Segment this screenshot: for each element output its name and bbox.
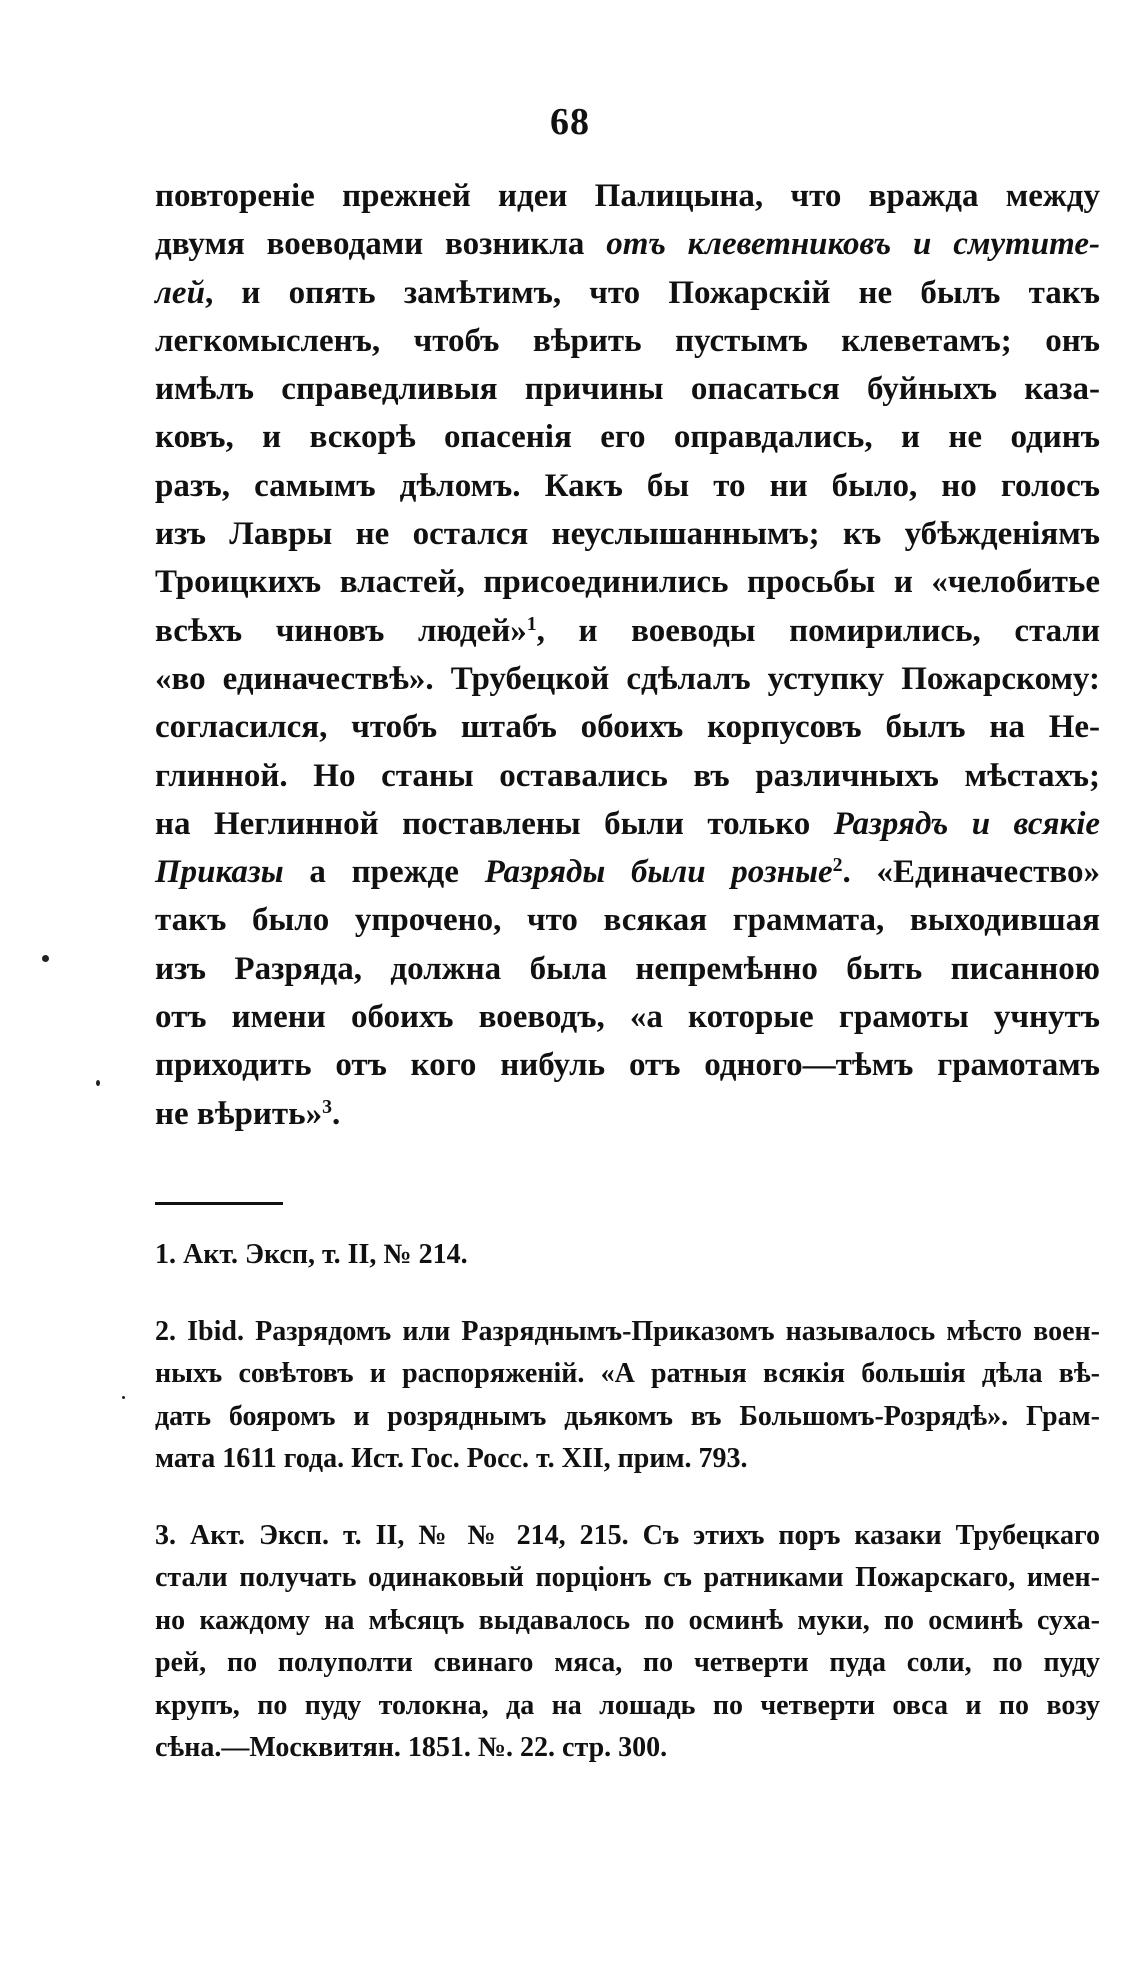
body-line: имѣлъ справедливыя причины опасаться буйныхъ каза- [155,371,1100,408]
footnote-line: 1. Акт. Эксп, т. II, № 214. [155,1239,468,1270]
footnote-line: рей, по полуполти свинаго мяса, по четверти пуда соли, по пуду [155,1647,1100,1678]
italic-phrase: отъ клеветниковъ и смутите- [606,226,1101,263]
footnote-2 [155,1311,1100,1481]
footnote-line: мата 1611 года. Ист. Гос. Росс. т. XII, прим. 793. [155,1443,748,1474]
footnote-divider [155,1202,283,1205]
body-text [155,172,1100,1138]
italic-phrase: Разряды были розные [484,854,833,891]
italic-phrase: лей [155,274,205,311]
italic-phrase: Разрядъ и всякiе [833,805,1101,842]
body-line: легкомысленъ, чтобъ вѣрить пустымъ клеветамъ; онъ [155,322,1100,359]
body-line: «во единачествѣ». Трубецкой сдѣлалъ уступку Пожарскому: [155,660,1100,697]
italic-phrase: Приказы [155,854,284,891]
body-line: двумя воеводами возникла отъ клеветниковъ и смутите- [155,226,1101,263]
footnote-3 [155,1515,1100,1770]
footnote-line: 3. Акт. Эксп. т. II, № № 214, 215. Съ этихъ поръ казаки Трубецкаго [155,1519,1100,1551]
footnote-ref-3[interactable]: 3 [322,1095,332,1118]
page-number: 68 [550,101,590,143]
body-line: лей, и опять замѣтимъ, что Пожарскiй не былъ такъ [155,274,1100,311]
footnote-1 [155,1234,1100,1277]
footnote-line: сѣна.—Москвитян. 1851. №. 22. стр. 300. [155,1732,668,1763]
footnote-line: ныхъ совѣтовъ и распоряженiй. «А ратныя всякiя большiя дѣла вѣ- [155,1358,1100,1389]
body-line: Приказы а прежде Разряды были розные$^2$. «Единачество» [155,854,1100,891]
body-line: такъ было упрочено, что всякая граммата, выходившая [155,902,1100,939]
footnotes [155,1234,1100,1770]
ink-speck [42,955,49,962]
body-line: повторенiе прежней идеи Палицына, что вражда между [155,178,1100,214]
footnote-line: но каждому на мѣсяцъ выдавалось по осминѣ муки, по осминѣ суха- [155,1604,1100,1636]
body-line: глинной. Но станы оставались въ различныхъ мѣстахъ; [155,757,1100,794]
body-line: ковъ, и вскорѣ опасенiя его оправдались, и не одинъ [155,419,1100,456]
body-line: изъ Лавры не остался неуслышаннымъ; къ убѣжденiямъ [155,516,1100,553]
footnote-ref-1[interactable]: 1 [526,612,537,635]
body-line: приходить отъ кого нибуль отъ одного—тѣмъ грамотамъ [155,1047,1100,1084]
body-line: разъ, самымъ дѣломъ. Какъ бы то ни было, но голосъ [155,467,1100,504]
footnote-line: крупъ, по пуду толокна, да на лошадь по четверти овса и по возу [155,1689,1100,1721]
footnote-line: 2. Ibid. Разрядомъ или Разряднымъ-Приказомъ называлось мѣсто воен- [155,1315,1100,1347]
body-line: Троицкихъ властей, присоединились просьбы и «челобитье [155,564,1100,601]
body-line: всѣхъ чиновъ людей»$^1$, и воеводы помирились, стали [155,612,1100,649]
ink-speck [96,1080,100,1086]
body-line: изъ Разряда, должна была непремѣнно быть писанною [155,950,1100,987]
footnote-line: дать бояромъ и розряднымъ дьякомъ въ Большомъ-Розрядѣ». Грам- [155,1400,1100,1432]
footnote-line: стали получать одинаковый порцiонъ съ ратниками Пожарскаго, имен- [155,1562,1100,1593]
footnote-ref-2[interactable]: 2 [832,854,843,877]
body-line: на Неглинной поставлены были только Разрядъ и всякiе [155,805,1101,842]
body-line: отъ имени обоихъ воеводъ, «а которые грамоты учнутъ [155,999,1100,1036]
ink-speck [122,1396,125,1399]
body-line: согласился, чтобъ штабъ обоихъ корпусовъ былъ на Не- [155,709,1100,746]
body-line: не вѣрить»$^3$. [155,1095,341,1132]
